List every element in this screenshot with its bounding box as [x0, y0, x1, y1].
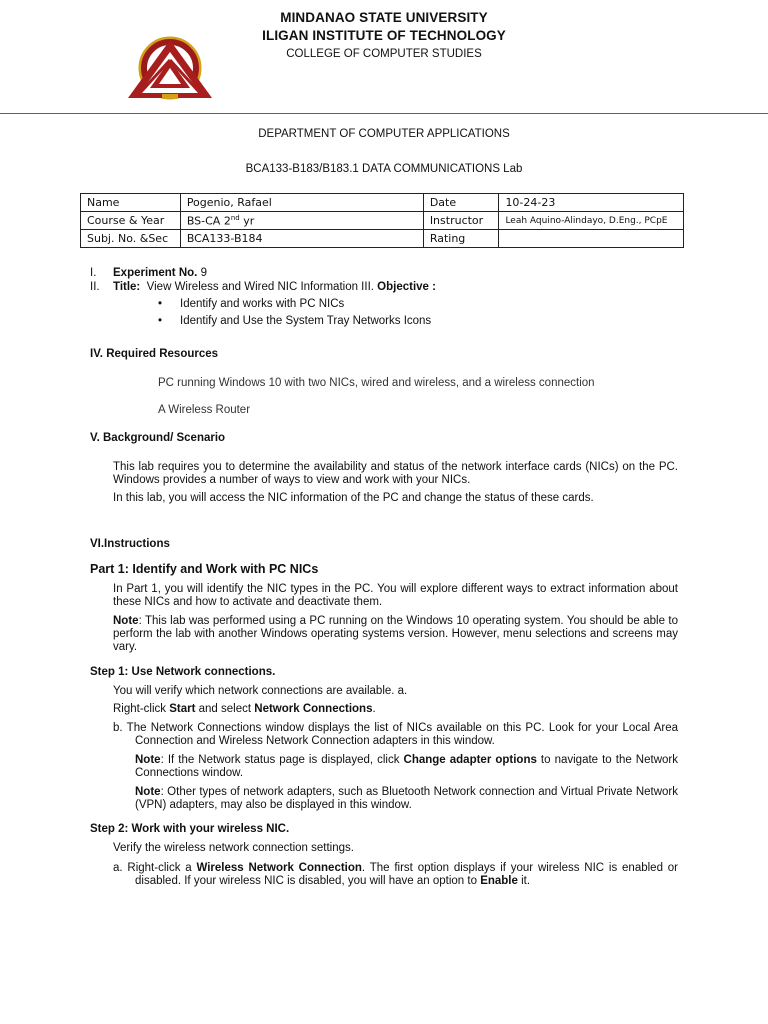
- resource-item: PC running Windows 10 with two NICs, wired and wireless, and a wireless connection: [158, 377, 595, 389]
- header-divider: [0, 113, 768, 114]
- course-title: BCA133-B183/B183.1 DATA COMMUNICATIONS Lab: [245, 163, 523, 175]
- step2-heading: Step 2: Work with your wireless NIC.: [90, 823, 290, 835]
- background-heading: V. Background/ Scenario: [90, 432, 226, 444]
- step2-line: Verify the wireless network connection settings.: [113, 842, 354, 854]
- step1-line: You will verify which network connections are available. a.: [113, 685, 408, 697]
- date-value: 10-24-23: [499, 194, 684, 212]
- step1-heading: Step 1: Use Network connections.: [90, 666, 276, 678]
- bullet-marker: •: [158, 298, 163, 310]
- date-label: Date: [423, 194, 499, 212]
- background-paragraph: This lab requires you to determine the availability and status of the network interface cards (NICs) on the PC. Windows provides a number of ways to view and work with your NICs.: [113, 461, 678, 486]
- subject-value: BCA133-B184: [180, 230, 423, 248]
- step1-note: Note: If the Network status page is displayed, click Change adapter options to navigate to the Network Connections window.: [135, 754, 678, 779]
- name-value: Pogenio, Rafael: [180, 194, 423, 212]
- rating-value: [499, 230, 684, 248]
- experiment-line: Experiment No. 9: [113, 267, 207, 279]
- department-name: DEPARTMENT OF COMPUTER APPLICATIONS: [258, 128, 510, 140]
- course-value: BS-CA 2nd yr: [180, 212, 423, 230]
- rating-label: Rating: [423, 230, 499, 248]
- background-paragraph: In this lab, you will access the NIC information of the PC and change the status of these cards.: [113, 492, 594, 504]
- objective-bullet: Identify and works with PC NICs: [180, 298, 345, 310]
- step1-b: b. The Network Connections window displays the list of NICs available on this PC. Look for your Local Area Connection and Wireless Network Connection adapters in this window.: [113, 722, 678, 747]
- subject-label: Subj. No. &Sec: [81, 230, 181, 248]
- course-label: Course & Year: [81, 212, 181, 230]
- outline-num-i: I.: [90, 267, 97, 279]
- resources-heading: IV. Required Resources: [90, 348, 219, 360]
- university-seal-icon: [120, 36, 224, 102]
- step2-a: a. Right-click a Wireless Network Connection. The first option displays if your wireless NIC is enabled or disabled. If your wireless NIC is disabled, you will have an option to Enable it.: [113, 862, 678, 887]
- instructor-value: Leah Aquino-Alindayo, D.Eng., PCpE: [499, 212, 684, 230]
- step1-note: Note: Other types of network adapters, such as Bluetooth Network connection and Virtual Private Network (VPN) adapters, may also be displayed in this window.: [135, 786, 678, 811]
- part1-note: Note: This lab was performed using a PC running on the Windows 10 operating system. You should be able to perform the lab with another Windows operating systems version. However, menu selections and screens may vary.: [113, 615, 678, 653]
- instructor-label: Instructor: [423, 212, 499, 230]
- college-name: COLLEGE OF COMPUTER STUDIES: [286, 48, 482, 60]
- outline-num-ii: II.: [90, 281, 100, 293]
- university-name: MINDANAO STATE UNIVERSITY: [280, 10, 488, 25]
- instructions-heading: VI.Instructions: [90, 538, 170, 550]
- part1-paragraph: In Part 1, you will identify the NIC types in the PC. You will explore different ways to extract information about these NICs and how to activate and deactivate them.: [113, 583, 678, 608]
- resource-item: A Wireless Router: [158, 404, 251, 416]
- institute-name: ILIGAN INSTITUTE OF TECHNOLOGY: [262, 28, 506, 43]
- student-info-table: [80, 193, 684, 248]
- name-label: Name: [81, 194, 181, 212]
- objective-bullet: Identify and Use the System Tray Networks Icons: [180, 315, 432, 327]
- title-line: Title: View Wireless and Wired NIC Information III. Objective :: [113, 281, 436, 293]
- part1-heading: Part 1: Identify and Work with PC NICs: [90, 562, 319, 576]
- step1-line: Right-click Start and select Network Connections.: [113, 703, 376, 715]
- bullet-marker: •: [158, 315, 163, 327]
